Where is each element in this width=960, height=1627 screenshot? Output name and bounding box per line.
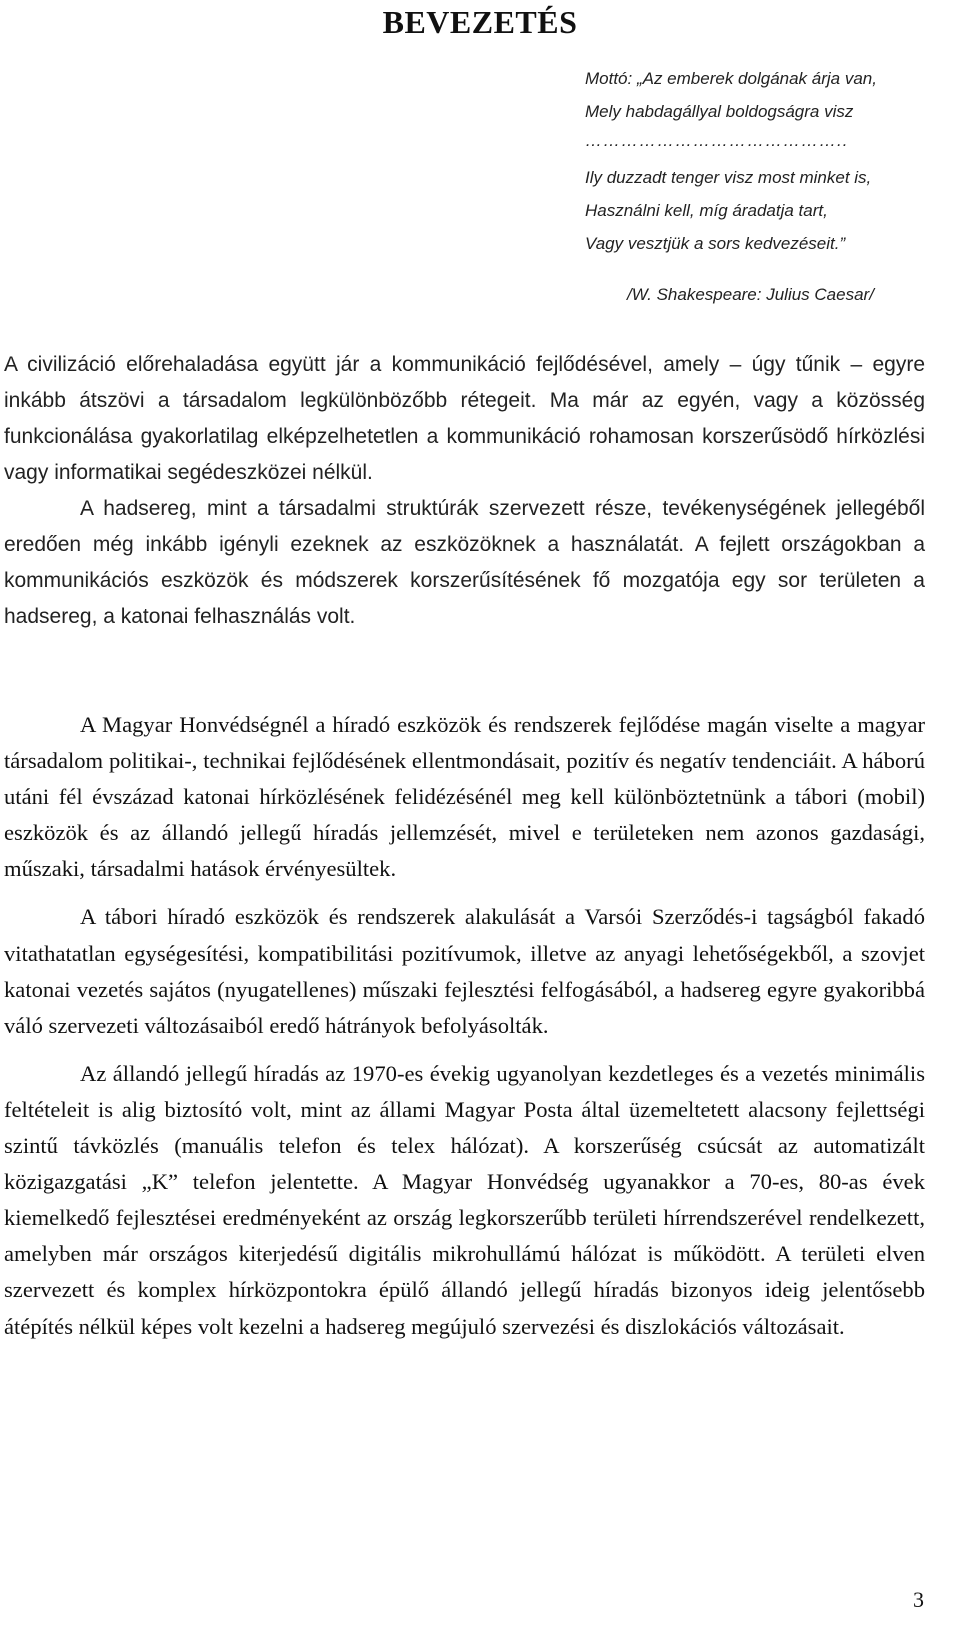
motto-ellipsis: …………………………………….. bbox=[585, 131, 849, 150]
body-text-main bbox=[4, 707, 925, 1345]
page-title: BEVEZETÉS bbox=[382, 4, 578, 40]
body-text-intro bbox=[4, 347, 925, 635]
motto-attribution: /W. Shakespeare: Julius Caesar/ bbox=[627, 285, 874, 304]
paragraph: A civilizáció előrehaladása együtt jár a kommunikáció fejlődésével, amely – úgy tűnik – egyre inkább átszövi a társadalom legkülönbözőbb rétegeit. Ma már az egyén, vagy a közösség funkcionálása gyakorlatilag elképzelhetetlen a kommunikáció rohamosan korszerűsödő hírközlési vagy informatikai segédeszközei nélkül. bbox=[4, 353, 925, 484]
motto-line: Vagy vesztjük a sors kedvezéseit.” bbox=[585, 234, 846, 253]
paragraph: A Magyar Honvédségnél a híradó eszközök és rendszerek fejlődése magán viselte a magyar társadalom politikai-, technikai fejlődésének ellentmondásait, pozitív és negatív tendenciáit. A háború utáni fél évszázad katonai hírközlésének felidézésénél meg kell különböztetnünk a tábori (mobil) eszközök és az állandó jellegű híradás jellemzését, mivel e területeken nem azonos gazdasági, műszaki, társadalmi hatások érvényesültek. bbox=[4, 712, 925, 882]
page-number: 3 bbox=[913, 1587, 924, 1612]
paragraph: A hadsereg, mint a társadalmi struktúrák szervezett része, tevékenységének jellegéből eredően még inkább igényli ezeknek az eszközöknek a használatát. A fejlett országokban a kommunikációs eszközök és módszerek korszerűsítésének fő mozgatója egy sor területen a hadsereg, a katonai felhasználás volt. bbox=[4, 497, 925, 628]
motto-line: Ily duzzadt tenger visz most minket is, bbox=[585, 168, 872, 187]
paragraph: Az állandó jellegű híradás az 1970-es évekig ugyanolyan kezdetleges és a vezetés minimális feltételeit is alig biztosító volt, mint az állami Magyar Posta által üzemeltetett alacsony fejlettségi szintű távközlés (manuális telefon és telex hálózat). A korszerűség csúcsát az automatizált közigazgatási „K” telefon jelentette. A Magyar Honvédség ugyanakkor a 70-es, 80-as évek kiemelkedő fejlesztései eredményeként az ország legkorszerűbb területi hírrendszerével rendelkezett, amelyben már országos kiterjedésű digitális mikrohullámú hálózat is működött. A területi elven szervezett és komplex hírközpontokra épülő állandó jellegű híradás bizonyos ideig jelentősebb átépítés nélkül képes volt kezelni a hadsereg megújuló szervezési és diszlokációs változásait. bbox=[4, 1060, 925, 1339]
paragraph: A tábori híradó eszközök és rendszerek alakulását a Varsói Szerződés-i tagságból fakadó vitathatatlan egységesítési, kompatibilitási pozitívumok, illetve az anyagi lehetőségekből, a szovjet katonai vezetés sajátos (nyugatellenes) műszaki fejlesztési felfogásából, a hadsereg egyre gyakoribbá váló szervezeti változásaiból eredő hátrányok befolyásolták. bbox=[4, 904, 925, 1038]
motto-line: Mely habdagállyal boldogságra visz bbox=[585, 102, 854, 121]
motto-block bbox=[585, 62, 945, 311]
motto-line: Mottó: „Az emberek dolgának árja van, bbox=[585, 69, 877, 88]
motto-line: Használni kell, míg áradatja tart, bbox=[585, 201, 828, 220]
